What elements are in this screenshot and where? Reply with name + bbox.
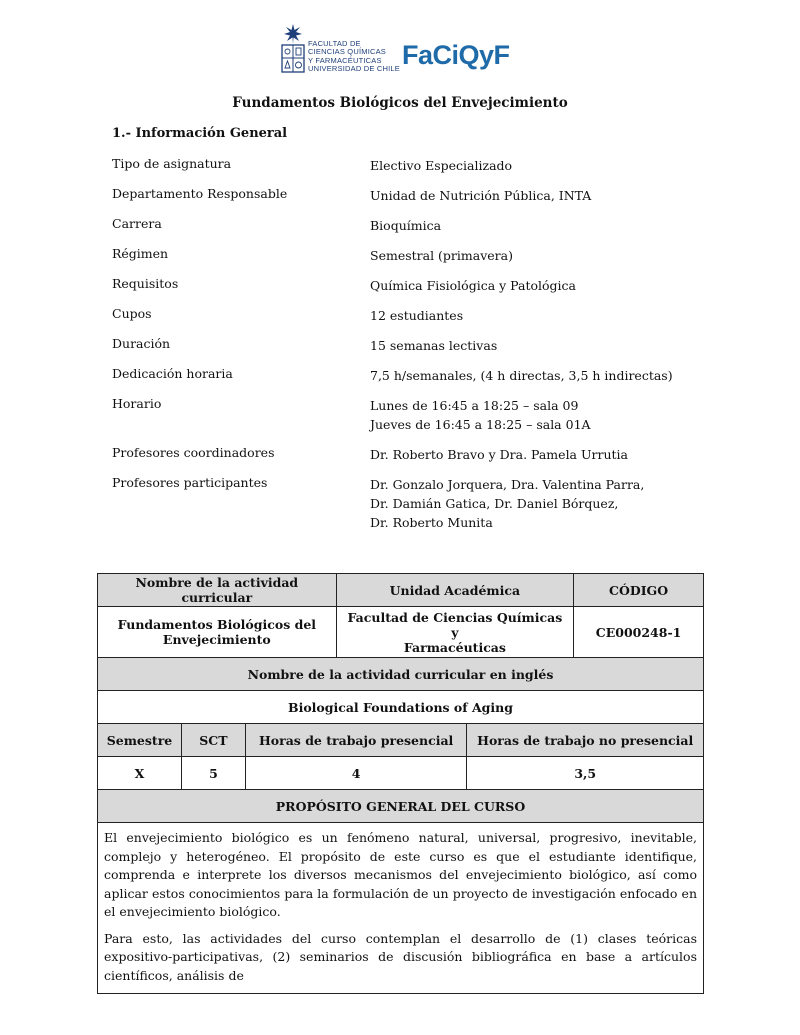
header-non-presencial-hours: Horas de trabajo no presencial [467,724,704,757]
info-value: 15 semanas lectivas [370,338,498,353]
purpose-paragraph: Para esto, las actividades del curso contemplan el desarrollo de (1) clases teóricas expositivo-participativas, (2) seminarios de discusión bibliográfica en base a artículos científicos, análisis de [104,930,697,983]
activity-name-line: Envejecimiento [162,632,271,647]
university-seal-icon [278,22,308,76]
academic-unit-line: Facultad de Ciencias Químicas y [347,609,563,640]
faculty-line: FACULTAD DE [308,39,361,48]
faciqyf-logo: FaCiQyF [402,40,510,70]
header-academic-unit: Unidad Académica [336,574,573,607]
non-presencial-hours-value: 3,5 [467,757,704,790]
course-code: CE000248-1 [574,607,704,658]
info-value: Dr. Roberto Munita [370,515,493,530]
info-label: Profesores participantes [112,475,268,490]
info-value: Dr. Roberto Bravo y Dra. Pamela Urrutia [370,447,628,462]
info-value: Dr. Damián Gatica, Dr. Daniel Bórquez, [370,496,619,511]
academic-unit-cell [336,607,573,658]
activity-name-line: Fundamentos Biológicos del [117,617,317,632]
info-value: Unidad de Nutrición Pública, INTA [370,188,592,203]
header-presencial-hours: Horas de trabajo presencial [245,724,467,757]
info-label: Régimen [112,246,169,261]
info-label: Tipo de asignatura [112,156,232,171]
faculty-line: UNIVERSIDAD DE CHILE [308,63,400,73]
sct-value: 5 [181,757,245,790]
academic-unit-line: Farmacéuticas [403,639,506,655]
header-english-name: Nombre de la actividad curricular en inglés [98,658,704,691]
info-value: Lunes de 16:45 a 18:25 – sala 09 [370,398,579,413]
faculty-name [308,40,400,73]
info-label: Cupos [112,306,152,321]
info-label: Profesores coordinadores [112,445,275,460]
purpose-paragraph: El envejecimiento biológico es un fenómeno natural, universal, progresivo, inevitable, complejo y heterogéneo. El propósito de este curso es que el estudiante identifique, comprenda e interprete los diversos mecanismos del envejecimiento biológico, así como aplicar estos conocimientos para la formulación de un proyecto de investigación enfocado en el envejecimiento biológico. [104,830,697,919]
page-title: Fundamentos Biológicos del Envejecimiento [232,95,568,111]
info-value: Electivo Especializado [370,158,513,173]
section-title: 1.- Información General [112,126,288,141]
header-semester: Semestre [98,724,182,757]
info-label: Duración [112,336,171,351]
header-activity-name: Nombre de la actividad curricular [98,574,337,607]
info-label: Requisitos [112,276,179,291]
header-code: CÓDIGO [574,574,704,607]
info-label: Dedicación horaria [112,366,233,381]
header-purpose: PROPÓSITO GENERAL DEL CURSO [98,790,704,823]
info-value: Química Fisiológica y Patológica [370,278,576,293]
info-value: 7,5 h/semanales, (4 h directas, 3,5 h indirectas) [370,368,673,383]
info-label: Carrera [112,216,162,231]
info-label: Horario [112,396,162,411]
course-table [97,573,704,994]
header-sct: SCT [181,724,245,757]
info-value: Bioquímica [370,218,442,233]
faculty-header [278,22,528,80]
purpose-text [98,823,704,994]
english-name: Biological Foundations of Aging [98,691,704,724]
info-value: Dr. Gonzalo Jorquera, Dra. Valentina Parra, [370,477,645,492]
info-label: Departamento Responsable [112,186,288,201]
semester-value: X [98,757,182,790]
info-value: 12 estudiantes [370,308,464,323]
activity-name-cell [98,607,337,658]
faculty-line: Y FARMACÉUTICAS [308,55,382,65]
info-value: Jueves de 16:45 a 18:25 – sala 01A [370,417,591,432]
info-value: Semestral (primavera) [370,248,513,263]
faculty-line: CIENCIAS QUÍMICAS [308,47,386,57]
presencial-hours-value: 4 [245,757,467,790]
